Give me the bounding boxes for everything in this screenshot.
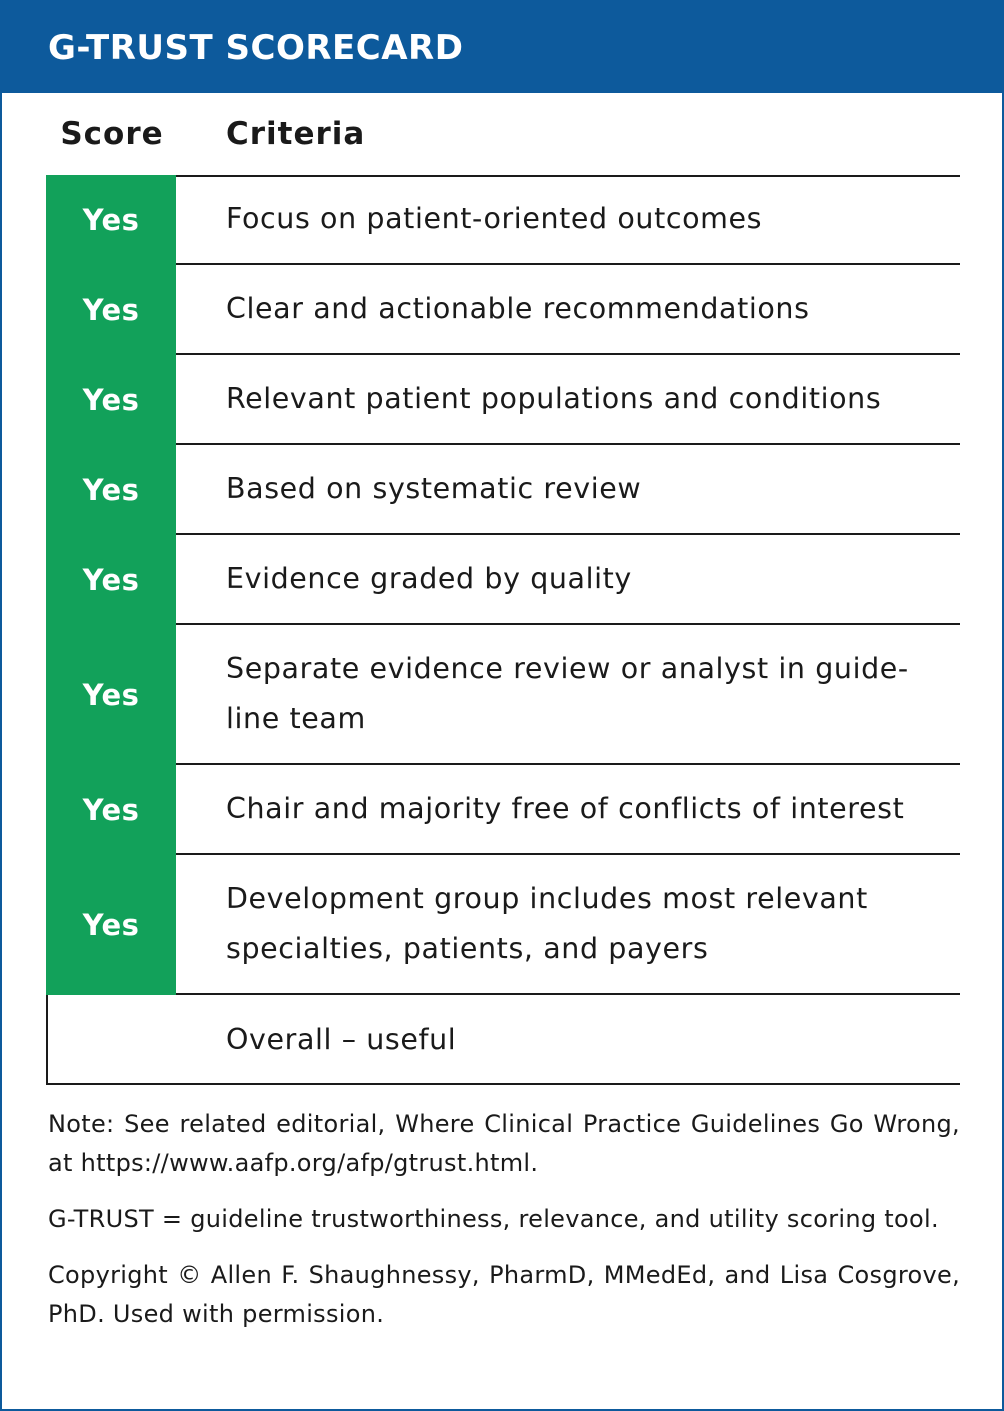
criteria-column-header: Criteria (226, 116, 366, 152)
score-cell: Yes (46, 855, 176, 995)
table-row (82, 765, 960, 855)
abbreviation-definition: G-TRUST = guideline trustworthiness, relevance, and utility scoring tool. (48, 1205, 939, 1233)
table-row (82, 625, 960, 765)
score-cell: Yes (46, 765, 176, 855)
table-row (82, 265, 960, 355)
criteria-cell: Development group includes most relevant specialties, patients, and payers (226, 882, 868, 965)
overall-row (46, 995, 960, 1085)
scorecard-table (46, 93, 960, 1085)
copyright-notice: Copyright © Allen F. Shaughnessy, PharmD, MMedEd, and Lisa Cosgrove, PhD. Used with permission. (48, 1261, 960, 1328)
criteria-cell: Evidence graded by quality (226, 562, 632, 595)
table-row (82, 175, 960, 265)
score-cell: Yes (46, 265, 176, 355)
criteria-cell: Based on systematic review (226, 472, 642, 505)
criteria-cell: Relevant patient populations and conditions (226, 382, 882, 415)
criteria-cell: Clear and actionable recommendations (226, 292, 810, 325)
criteria-cell: Separate evidence review or analyst in guide-line team (226, 652, 909, 735)
score-cell: Yes (46, 175, 176, 265)
score-cell: Yes (46, 535, 176, 625)
criteria-cell: Focus on patient-oriented outcomes (226, 202, 763, 235)
score-cell: Yes (46, 445, 176, 535)
table-row (82, 535, 960, 625)
score-column-header: Score (60, 116, 164, 152)
scorecard-title: G-TRUST SCORECARD (48, 27, 464, 68)
table-row (82, 445, 960, 535)
table-row (82, 855, 960, 995)
banner (2, 2, 1002, 93)
table-header-row (46, 93, 960, 175)
overall-rating: Overall – useful (226, 1022, 457, 1056)
criteria-cell: Chair and majority free of conflicts of interest (226, 792, 905, 825)
editorial-note: Note: See related editorial, Where Clinical Practice Guidelines Go Wrong, at https://www.aafp.org/afp/gtrust.html. (48, 1110, 960, 1177)
table-row (82, 355, 960, 445)
footnotes (48, 1105, 960, 1351)
score-cell: Yes (46, 355, 176, 445)
score-cell: Yes (46, 625, 176, 765)
table-body (82, 175, 960, 1085)
